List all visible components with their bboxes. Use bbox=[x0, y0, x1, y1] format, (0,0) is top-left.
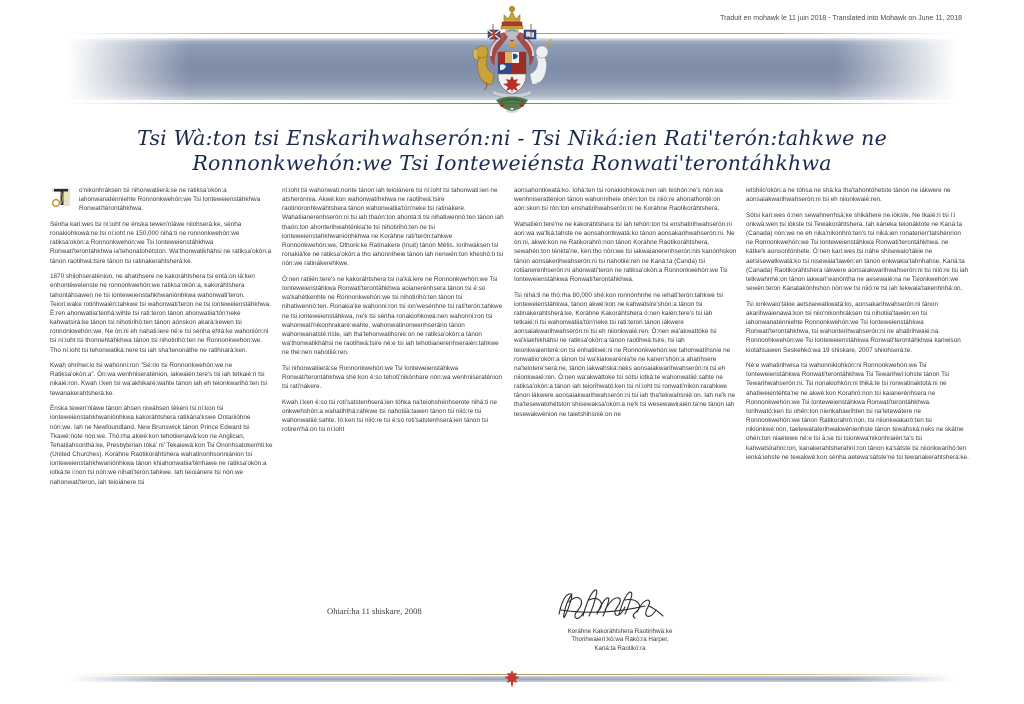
paragraph: Tsi nihonwatiierà:se Ronnonkwehón:we Tsi Ionteweienstáhkwa Ronwati'terontáhkhwa shé:kon é:so tehoti'nikónhare nòn:wa wenhniseraténion tsi rati'nákere. bbox=[282, 364, 503, 391]
signature-caption-line-3: Kaná:ta Raotikó:ra bbox=[594, 644, 646, 652]
page-title: Tsi Wà:ton tsi Enskarihwahserón:ni - Tsi Niká:ien Rati'terón:tahkwe ne Ronnonkwehón:we Tsi Ionteweiénsta Ronwati'terontáhkhwa bbox=[137, 126, 887, 175]
paragraph: ietshiio'okòn:a ne tóhsa ne shà:ka tha'tahontóhetste tánon ne iákwere ne aonsaiakwarihwahserón:ni tsi eh niionkwaié:ren. bbox=[746, 187, 951, 204]
signature-caption-line-1: Koráhne Kakoráhtshera Raotirihwà:ke bbox=[567, 628, 673, 635]
paragraph: Ò:nen ratiién:tere's ne kakoráhtshera tsi na'ká:iere ne Ronnonkwehón:we Tsi Ionteweienstáhkwa Ronwati'terontáhkhwa aoianerénhsera tánon tsi é:so wa'kahétkenhte ne Ronnonkwehón:we tsi nihotirihò:ten tánon tsi nihatiwennò:ten. Ronakia'ke wahonni:ron tsi ion'wesénhne tsi rati'terón:tahkwe ne tsi ionteweienstáhkwa, ne'k tsi sénha ronakiohkowá:nen wahonni:ron tsi wahonwati'nikonhrakaré:wahte, wahonwatinonwenhserário tánon wahonwanatsté:riste, iah tha'tehonwatihsniè:on ne ratiksa'okòn:a tánon wa'thonwatikháhsi ne raotihwá:tsire né:e tsi iah tehotiianerenhseraién:tahkwe ne thé:nen nahotiié:ren. bbox=[282, 275, 503, 357]
text-column-1 bbox=[50, 186, 273, 493]
paragraph: Wahatiién:tere'ne ne kakoráhtshera tsi iah tehòn:ton tsi enshatirihwahserón:ni aori:wa wa'tká:tahste ne aonsahontkwatá:ko tánon aonsakarihwahserón:ni. Ne òn:ni, akwé:kon ne Ratikorahrò:non tánon Koráhne Raotikoráhtshera, sewahén:ton ténkta'ne, kèn:tho nòn:we tsi iakwaianerenhserón:nis kanónhskon tánon aonsakerihwahserón:ni tsi nahotiié:ren ne Kaná:ta (Canda) tsi rotiianerenhserón:ni ahonwati'teron ne ratiksa'okòn:a Ronnonkwehón:we Tsi Ionteweienstáhkwa Ronwati'terontáhkhwa. bbox=[514, 220, 737, 283]
footer-bar-fade-left bbox=[68, 676, 178, 682]
paragraph: Tsi ionkwaio'tákie aetsisewatkwatá:ko, aonsakarihwahserón:ni tánon akarihwaienawá:kon tsi niio'nikonhráksen tsi nihotiia'tawèn:en tsi iahonwanaténniehte Ronnonkwehón:we Tsi Ionteweienstáhkwa Ronwati'terontáhkhwa, tsi wahonterihwahserón:ni ne ahatirihwaié:na Ronnonhkwehón:we Tsi Ionteweienstáhkwa Ronwati'terontáhkhwa kariwison kiotáhsawen Seskehkó:wa 19 shiskare, 2007 shiiohserá:te. bbox=[746, 300, 961, 354]
signature-image bbox=[545, 580, 695, 628]
translation-note: Traduit en mohawk le 11 juin 2018 - Translated into Mohawk on June 11, 2018 bbox=[720, 15, 962, 22]
paragraph: Sénha kari:wes tsi ní:ioht ne énska tewen'niáwe niiohserá:ke, sénha ronakiohkowá:ne tsi ní:ioht ne 150,000 nihá:ti ne ronnonkwehón:we ratiksa'okòn:a Ronnonkwehón:we Tsi Ionteweienstáhkhwa Ronwati'terontáhkhwa ia'tehonatohétston. Wa'thonwatikháhsi ne ratiksa'okòn:a tánon raotihwá:tsire tánon tsi ratinakerahtsherá:ke. bbox=[50, 220, 272, 265]
footer-bar-fade-right bbox=[846, 676, 956, 682]
paragraph: Kwah ohrihwi:io tsi wahonni:ron "Sé:rio tsi Ronnonkwehón:we ne Ratiksa'okòn:a". Òn:wa wenhniseraténion, iakwaién:tere's tsi iah tetkaié:ri tsi nikaié:ron. Kwah í:ken tsi wa'akhikaré:wahte tánon iah eh teionkwarihò:ten tsi tewanakerahtsherá:ke. bbox=[50, 362, 268, 397]
signature-caption bbox=[500, 628, 740, 653]
paragraph: Sótsi kari:wes ó:nen sewahnenhsà:ke shikáhere ne iòkste. Ne tkaié:ri tsi í:i onkwà:wen tsi iòkste tsi Tewakoráhtshera. Iah káneka teionáktote ne Kaná:ta (Canada) nòn:we ne eh nika'nikonhrò:ten's tsi niká:ien ronaterien'tatshénrion ne Ronnonkwehón:we Tsi Ionteweienstáhkwa Ronwati'terontáhkhwa. ne kátke'k aonsontónhete. Ó:nen kari:wes tsi náhe shisewaio'tákie ne aetsisewatkwatá:ko tsi nisewaia'tawèn:en tánon enkwakia'tahnhahse. Kaná:ta (Canada) Raotikoráhtshera iákwere aonsaiakwarihwahserón:ni tsi niió:re tsi iah tetkwahnhè:on tánon iakwari'wanóntha ne aesewaié:na ne Tsionkwehón:we sewèn:teron Kanatakónhshon nòn:we tsi niió:re tsi iah tekwaia'takenhnhá:on. bbox=[746, 211, 969, 293]
text-column-3 bbox=[514, 186, 737, 493]
text-column-4 bbox=[746, 186, 969, 493]
paragraph: ní:ioht tsi wahonwati:nonte tánon iah teioiánere tsi ní:ioht tsi tahonwati:ien ne atsherònnia. Akwé:kon wahonwatíhkhwa ne raotihwá:tsire raotinoronhkwáhtshera tánon wahonwatiia'tón'neke tsi ratinákere. Wahatiianerenhserón:ni tsi iah thaón:ton ahontà:ti tsi nihatiwennò:ten tánon iah thaón:ton ahonterihwahténkia'te tsi nihotirihò:ten ne tsi ionteweienstahkhwaniónhkhwa ne Koráhne rati'terón:tahkwe Ronnonkwehón:we, Othorè:ke Ratínakere (Inuit) tánon Métis. Iorihwáksen tsi ronakiá'ke ne ratiksa'okòn:a tho iahonníheie tánon iah nenwén:ton kheshò:ti tsi nòn:we ratinákerehkwe. bbox=[282, 187, 504, 268]
header-bar-fade-right bbox=[836, 38, 956, 100]
paragraph-text: o'nikonhráksen tsi nihonwatiierà:se ne ratiksa'okòn:a iahonwanaténniehte Ronnonkwehón:we Tsi Ionteweienstáhkhwa Ronwati'terontáhkhwa. bbox=[79, 187, 261, 213]
illuminated-dropcap-icon bbox=[50, 186, 74, 210]
paragraph: 1870 shiiohseraténion, ne ahatíhsere ne kakoráhtshera tsi entà:on iá:ken enhontéweienste ne ronnonkwehón:we ratiksa'okòn:a, kakoráhtshera tahontáhsawen ne tsi ionteweienstahkhwaniónhkwa wahonwati'teron. Teiori:wake rotirihwaién:tahkwe tsi wahonwati'teron ne tsi ionteweienstáhkhwa. È:ren ahonwatiia'tenhá:wihte tsi rati:teron tánon ahonwatiia'tón'neke kahwatsirà:ke tánon tsi nihotirihò:ten tánon aónskon akarà:kewen tsi ronnonkwehón:we. Ne òn:ni eh nahati:iere né:e tsi sénha ehtà:ke wahonión:ni tsi ní:ioht tsi thonnehtáhkhwa tánon tsi nihotirihò:ten ne Ronnonkwehón:we. Tho ní:ioht tsi tehonwatiká:nere tsi iah sha'tenonáthe ne ratihnarà:ken. bbox=[50, 273, 271, 354]
document-date: Ohiarí:ha 11 shiskare, 2008 bbox=[327, 606, 422, 616]
paragraph bbox=[50, 186, 273, 213]
header-bar-fade-left bbox=[68, 38, 188, 100]
paragraph: Kwah í:ken é:so tsi roti'satstenhserá:ien tòhka na'teiohshénhserote nihá:ti ne onkwehshòn:a wahatihthá:rahkwe tsi nahotiià:tawen tánon tsi niió:re tsi wahonwatiié:sahte. Ió:ken tsi niió:re tsi é:so roti'satstenhserá:ien tánon tsi rotiren'hà:on tsi ní:ioht bbox=[282, 398, 498, 434]
maple-leaf-icon bbox=[501, 669, 523, 689]
paragraph: aonsahontkwatá:ko. Iohà:ten tsi ronakiohkowá:nen iah teshòn:ne's nòn:wa wenhniseratténion tánon wahonníheie ohén:ton tsi niió:re ahonathontè:on aón:skon tsi ròn:ton enshatirihwahserón:ni ne Koráhne Raotikoráhtshera. bbox=[514, 187, 723, 213]
text-column-2 bbox=[282, 186, 505, 493]
paragraph: Ènska tewen'niáwe tánon áhsen niwáhsen tékeni tsi ní:kon tsi ionteweienstahkhwaniónhkwa kakoráhtshera ratikária'kswe Ontariióhne nòn:we. Iah ne Newfoundland, New Brunswick tánon Prince Edward tsi Tkawè:note nòn:we. Thò:rha akwé:kon tehotiienawà:kon ne Anglican, Tehatiiahsonthà:ke, Presbyterian tóka' ni' Tekaiewà:kon Tsi Ononhsatokenhti:ke (United Churches). Koráhne Raotikoráhtshera wahatinonhsonniánion tsi ionteweienstahkhwaniónhkwa tánon khiahonwatiia'ténhawe ne ratiksa'okòn:a iotkà:te i:non tsi nòn:we nihati'terón:tahkwe. Iah teioiánere tsi nòn:we nahonwati'teron, iah teioiánere tsi bbox=[50, 405, 273, 486]
canada-coat-of-arms bbox=[452, 2, 572, 124]
paragraph: Tsi nihá:ti ne thò:rha 80,000 shé:kon ronnónhnhe ne iehati'terón:tahkwe tsi ionteweienstáhkwa, tánon akwé:kon ne kahwatsire'shòn:a tánon tsi ratinakerahtsherá:ke, Koráhne Kakoráhtshera ó:nen kaién:tere's tsi iah tetkaié:ri tsi wahonwatiia'tón'neke tsi rati:teron tánon iákwere aonsaiakwarihwahserón:ni tsi eh niionkwaié:ren. Ó:nen wa'akwattóke tsi wa'kiakhikháhsi ne ratiksa'okòn:a tánon raotihwá:tsire, tsi iah teionkwaienterè:on tsi enhatikwé:ni ne Ronnonkwehón:we tahonwatíhsnie ne ronwatiio'okòn:a tánon tsi wa'kiakwarénia'te ne kanen'shòn:a ahatíhsere na'teiotere'será:ne, tánon iakwahská:neks aonsaiakwarihwahserón:ni tsi eh niionkwaié:ren. Ó:nen wa'akwáttoke tsi sótsi iotkà:te wahonwatiié:sahte ne ratiksa'okòn:a tánon iah teiorihwató:ken tsi ní:ioht tsi ronwati'nikòn:rarahkwe tánon iákwere aonsaiakwarihwahserón:ni tsi iah tha'tekwahsniè:on. Iah ne'k ne tha'tesewatohétston shisewaksa'okòn:a ne'k tsi wesewawiraién:ta'ne tánon iah tesewakwénion ne taietshihsniè:on ne bbox=[514, 291, 736, 418]
footer-decorative-band bbox=[0, 676, 1024, 704]
paragraph: Nè:e wahatirihwisa tsi wahonnikiohkón:ni Ronnonkwehón:we Tsi Ionteweienstáhkwa Ronwati'terontáhkhwa Tsi Tewarihwí:iohste tánon Tsi Tewarihwahserón:ni. Tsi nonakiohkón:ni thiká:te tsi ronwatinaktotá:ni ne ahatiweientéhta'ne ne akwé:kon Korahrò:non tsi kaianerénhsera ne Ronnonkwehón:we Tsi Ionteweienstáhkwa Ronwati'terontáhkhwa. Iorihwató:ken tsi ohén:ton nienkahawíhten tsi na'tetewátere ne Ronnonkwehón:we tánon Ratikorahrò:non, tsi niionkwakarò:ten tsi nikionkwé:non, taetewataterihwakwénienhste tánon tewahská:neks ne skátne ohén:ton niaétewe né:e tsi à:se tsi tsionkwa'nikonhraién:ta's tsi kahwatsirahni:ron, kanakerahtsherahní:ron tánon ka'sátste tsi niionkwarihò:ten ienká:iehste ne tewakwé:kon sénha aetewa'sátste'ne tsi tewanakerahtsherá:ke. bbox=[746, 362, 969, 461]
document-body-columns bbox=[50, 186, 980, 493]
signature-caption-line-2: Thorihwaierí:kò:wa Rakò:ra Harper, bbox=[571, 636, 669, 644]
